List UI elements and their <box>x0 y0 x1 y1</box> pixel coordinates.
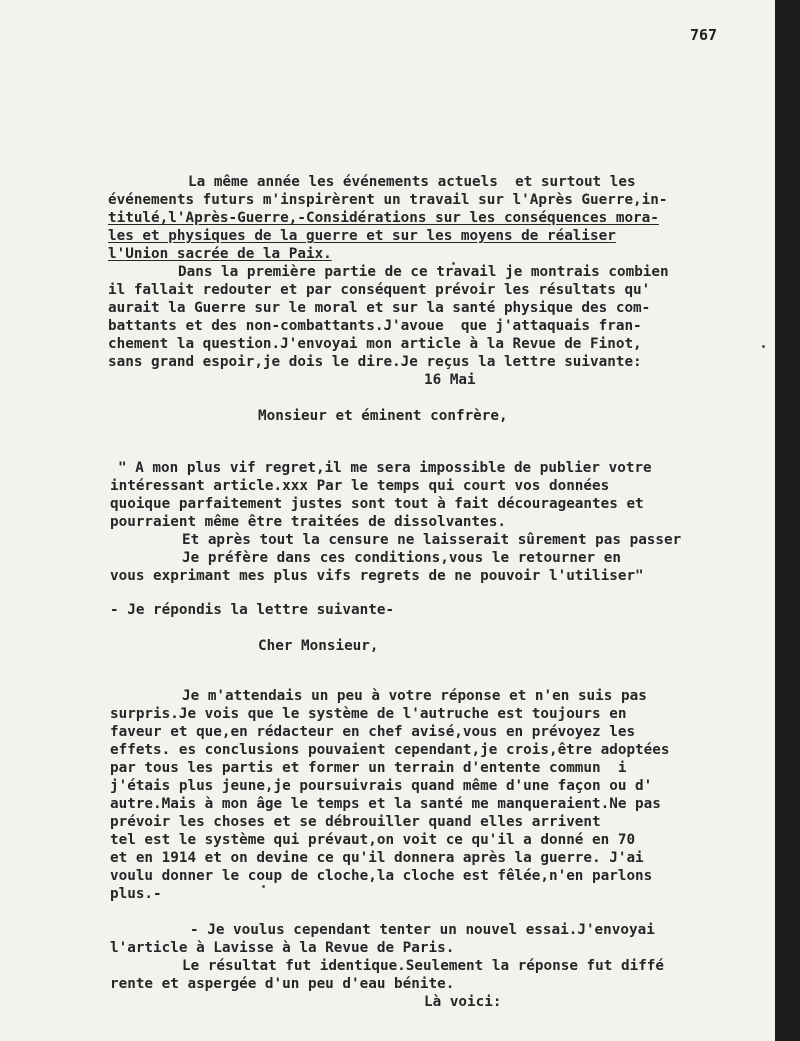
text-line: et en 1914 et on devine ce qu'il donnera après la guerre. J'ai <box>110 850 644 866</box>
text-line: Je m'attendais un peu à votre réponse et n'en suis pas <box>182 688 647 704</box>
text-line: Et après tout la censure ne laisserait sûrement pas passer <box>182 532 682 548</box>
text-line: sans grand espoir,je dois le dire.Je reçus la lettre suivante: <box>108 354 642 370</box>
text-line: événements futurs m'inspirèrent un travail sur l'Après Guerre,in- <box>108 192 668 208</box>
text-line: tel est le système qui prévaut,on voit ce qu'il a donné en 70 <box>110 832 636 848</box>
text-line: chement la question.J'envoyai mon article à la Revue de Finot, <box>108 336 642 352</box>
text-line: Là voici: <box>424 994 502 1010</box>
text-line: vous exprimant mes plus vifs regrets de ne pouvoir l'utiliser" <box>110 568 644 584</box>
text-line: battants et des non-combattants.J'avoue que j'attaquais fran- <box>108 318 642 334</box>
text-line: effets. es conclusions pouvaient cependant,je crois,être adoptées <box>110 742 670 758</box>
text-line: autre.Mais à mon âge le temps et la santé me manqueraient.Ne pas <box>110 796 661 812</box>
text-line: il fallait redouter et par conséquent prévoir les résultats qu' <box>108 282 651 298</box>
text-line: voulu donner le coup de cloche,la cloche est fêlée,n'en parlons <box>110 868 653 884</box>
letter-salutation: Monsieur et éminent confrère, <box>258 408 508 424</box>
text-line: plus.- <box>110 886 162 902</box>
text-line-underlined: l'Union sacrée de la Paix. <box>108 246 332 262</box>
text-line: Dans la première partie de ce travail je montrais combien <box>178 264 669 280</box>
text-line: Je préfère dans ces conditions,vous le retourner en <box>182 550 621 566</box>
text-line: aurait la Guerre sur le moral et sur la santé physique des com- <box>108 300 651 316</box>
text-line-underlined: les et physiques de la guerre et sur les moyens de réaliser <box>108 228 616 244</box>
text-line: quoique parfaitement justes sont tout à fait décourageantes et <box>110 496 644 512</box>
paper-speck <box>762 345 765 348</box>
letter-date: 16 Mai <box>424 372 476 388</box>
text-line: - Je répondis la lettre suivante- <box>110 602 395 618</box>
text-line: par tous les partis et former un terrain d'entente commun i <box>110 760 627 776</box>
text-line: " A mon plus vif regret,il me sera impossible de publier votre <box>118 460 652 476</box>
scan-border <box>775 0 800 1041</box>
text-line: pourraient même être traitées de dissolvantes. <box>110 514 506 530</box>
text-line: l'article à Lavisse à la Revue de Paris. <box>110 940 455 956</box>
text-line: faveur et que,en rédacteur en chef avisé,vous en prévoyez les <box>110 724 636 740</box>
text-line: - Je voulus cependant tenter un nouvel essai.J'envoyai <box>190 922 655 938</box>
text-line-underlined: titulé,l'Après-Guerre,-Considérations sur les conséquences mora- <box>108 210 659 226</box>
text-line: j'étais plus jeune,je poursuivrais quand même d'une façon ou d' <box>110 778 653 794</box>
page-number: 767 <box>690 26 718 44</box>
paper-speck <box>262 885 265 888</box>
letter-salutation: Cher Monsieur, <box>258 638 379 654</box>
text-line: surpris.Je vois que le système de l'autruche est toujours en <box>110 706 627 722</box>
text-line: intéressant article.xxx Par le temps qui court vos données <box>110 478 610 494</box>
text-line: prévoir les choses et se débrouiller quand elles arrivent <box>110 814 601 830</box>
text-line: rente et aspergée d'un peu d'eau bénite. <box>110 976 455 992</box>
text-line: La même année les événements actuels et surtout les <box>188 174 636 190</box>
text-line: Le résultat fut identique.Seulement la réponse fut diffé <box>182 958 665 974</box>
